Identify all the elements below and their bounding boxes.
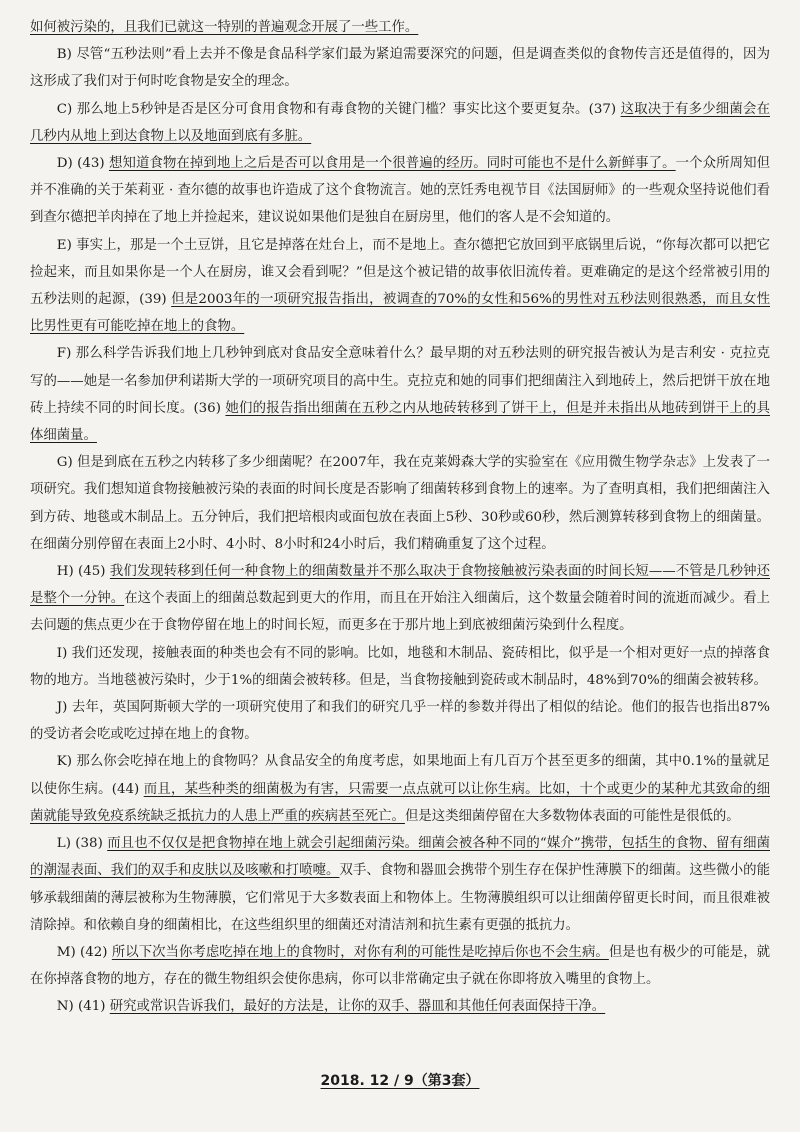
- paragraph-text: E) 事实上，那是一个土豆饼，且它是掉落在灶台上，而不是地上。查尔德把它放回到平底锅里后说，“你每次都可以把它捡起来，而且如果你是一个人在厨房，谁又会看到呢？”但是这个被记错的故事依旧流传着。更难确定的是这个经常被引用的五秒法则的起源，(39): [30, 237, 770, 308]
- underlined-text: 她们的报告指出细菌在五秒之内从地砖转移到了饼干上，但是并未指出从地砖到饼干上的具体细菌量。: [30, 400, 770, 444]
- document-body: [30, 14, 770, 1021]
- footer-label: 2018. 12 / 9（第3套）: [320, 1073, 480, 1089]
- paragraph-I: [30, 640, 770, 694]
- paragraph-H: [30, 558, 770, 640]
- paragraph-C: [30, 96, 770, 150]
- paragraph-text: 但是这类细菌停留在大多数物体表面的可能性是很低的。: [404, 808, 740, 824]
- paragraph-text: J) 去年，英国阿斯顿大学的一项研究使用了和我们的研究几乎一样的参数并得出了相似的结论。他们的报告也指出87%的受访者会吃或吃过掉在地上的食物。: [30, 700, 770, 743]
- paragraph-B: [30, 41, 770, 95]
- paragraph-text: 但是也有极少的可能是，就在你掉落食物的地方，存在的微生物组织会使你患病，你可以非常确定虫子就在你即将放入嘴里的食物上。: [30, 944, 771, 988]
- underlined-text: 而且，某些种类的细菌极为有害，只需要一点点就可以让你生病。比如，十个或更少的某种尤其致命的细菌就能导致免疫系统缺乏抵抗力的人患上严重的疾病甚至死亡。: [30, 781, 770, 824]
- paragraph-intro: [30, 14, 770, 41]
- paragraph-L: [30, 830, 770, 939]
- paragraph-D: [30, 150, 770, 232]
- paragraph-text: K) 那么你会吃掉在地上的食物吗？从食品安全的角度考虑，如果地面上有几百万个甚至更多的细菌，其中0.1%的量就足以使你生病。(44): [30, 754, 770, 797]
- paragraph-text: C) 那么地上5秒钟是否是区分可食用食物和有毒食物的关键门槛？事实比这个要更复杂。(37): [56, 101, 621, 117]
- paragraph-N: [30, 993, 770, 1020]
- paragraph-text: L) (38): [56, 836, 108, 852]
- paragraph-text: F) 那么科学告诉我们地上几秒钟到底对食品安全意味着什么？最早期的对五秒法则的研究报告被认为是吉利安 · 克拉克写的——她是一名参加伊利诺斯大学的一项研究项目的高中生。克拉克和她的同事们把细菌注入到地砖上，然后把饼干放在地砖上持续不同的时间长度。(36): [30, 346, 770, 416]
- paragraph-G: [30, 449, 770, 558]
- underlined-text: 这取决于有多少细菌会在几秒内从地上到达食物上以及地面到底有多脏。: [30, 101, 770, 144]
- paragraph-J: [30, 694, 770, 748]
- paragraph-text: M) (42): [56, 944, 112, 960]
- page-footer: [0, 1070, 800, 1090]
- paragraph-M: [30, 939, 770, 993]
- underlined-text: 我们发现转移到任何一种食物上的细菌数量并不那么取决于食物接触被污染表面的时间长短——不管是几秒钟还是整个一分钟。: [30, 564, 770, 607]
- paragraph-text: G) 但是到底在五秒之内转移了多少细菌呢？在2007年，我在克莱姆森大学的实验室在《应用微生物学杂志》上发表了一项研究。我们想知道食物接触被污染的表面的时间长度是否影响了细菌转移到食物上的速率。为了查明真相，我们把细菌注入到方砖、地毯或木制品上。五分钟后，我们把培根肉或面包放在表面上5秒、30秒或60秒，然后测算转移到食物上的细菌量。在细菌分别停留在表面上2小时、4小时、8小时和24小时后，我们精确重复了这个过程。: [30, 455, 770, 552]
- paragraph-F: [30, 340, 770, 449]
- paragraph-text: 在这个表面上的细菌总数起到更大的作用，而且在开始注入细菌后，这个数量会随着时间的流逝而减少。看上去问题的焦点更少在于食物停留在地上的时间长短，而更多在于那片地上到底被细菌污染到什么程度。: [30, 591, 771, 634]
- paragraph-E: [30, 232, 770, 341]
- underlined-text: 如何被污染的，且我们已就这一特别的普遍观念开展了一些工作。: [30, 20, 419, 35]
- paragraph-text: B) 尽管“五秒法则”看上去并不像是食品科学家们最为紧迫需要深究的问题，但是调查类似的食物传言还是值得的，因为这形成了我们对于何时吃食物是安全的理念。: [30, 47, 770, 90]
- underlined-text: 但是2003年的一项研究报告指出，被调查的70%的女性和56%的男性对五秒法则很熟悉，而且女性比男性更有可能吃掉在地上的食物。: [30, 292, 770, 335]
- underlined-text: 想知道食物在掉到地上之后是否可以食用是一个很普遍的经历。同时可能也不是什么新鲜事了。: [108, 156, 676, 172]
- paragraph-K: [30, 748, 770, 830]
- paragraph-text: 一个众所周知但并不准确的关于茱莉亚 · 查尔德的故事也许造成了这个食物流言。她的烹饪秀电视节目《法国厨师》的一些观众坚持说他们看到查尔德把羊肉掉在了地上并捡起来，建议说如果他们是独自在厨房里，他们的客人是不会知道的。: [30, 156, 771, 226]
- paragraph-text: H) (45): [56, 564, 110, 580]
- underlined-text: 研究或常识告诉我们，最好的方法是，让你的双手、器皿和其他任何表面保持干净。: [109, 999, 606, 1015]
- paragraph-text: 双手、食物和器皿会携带个别生存在保护性薄膜下的细菌。这些微小的能够承载细菌的薄层被称为生物薄膜，它们常见于大多数表面上和物体上。生物薄膜组织可以让细菌停留更长时间，而且很难被清除掉。和依赖自身的细菌相比，在这些组织里的细菌还对清洁剂和抗生素有更强的抵抗力。: [30, 863, 771, 933]
- paragraph-text: D) (43): [56, 156, 109, 172]
- paragraph-text: N) (41): [56, 999, 110, 1015]
- underlined-text: 而且也不仅仅是把食物掉在地上就会引起细菌污染。细菌会被各种不同的“媒介”携带，包括生的食物、留有细菌的潮湿表面、我们的双手和皮肤以及咳嗽和打喷嚏。: [30, 836, 770, 879]
- paragraph-text: I) 我们还发现，接触表面的种类也会有不同的影响。比如，地毯和木制品、瓷砖相比，似乎是一个相对更好一点的掉落食物的地方。当地毯被污染时，少于1%的细菌会被转移。但是，当食物接触到瓷砖或木制品时，48%到70%的细菌会被转移。: [30, 645, 770, 688]
- underlined-text: 所以下次当你考虑吃掉在地上的食物时，对你有利的可能性是吃掉后你也不会生病。: [111, 944, 609, 960]
